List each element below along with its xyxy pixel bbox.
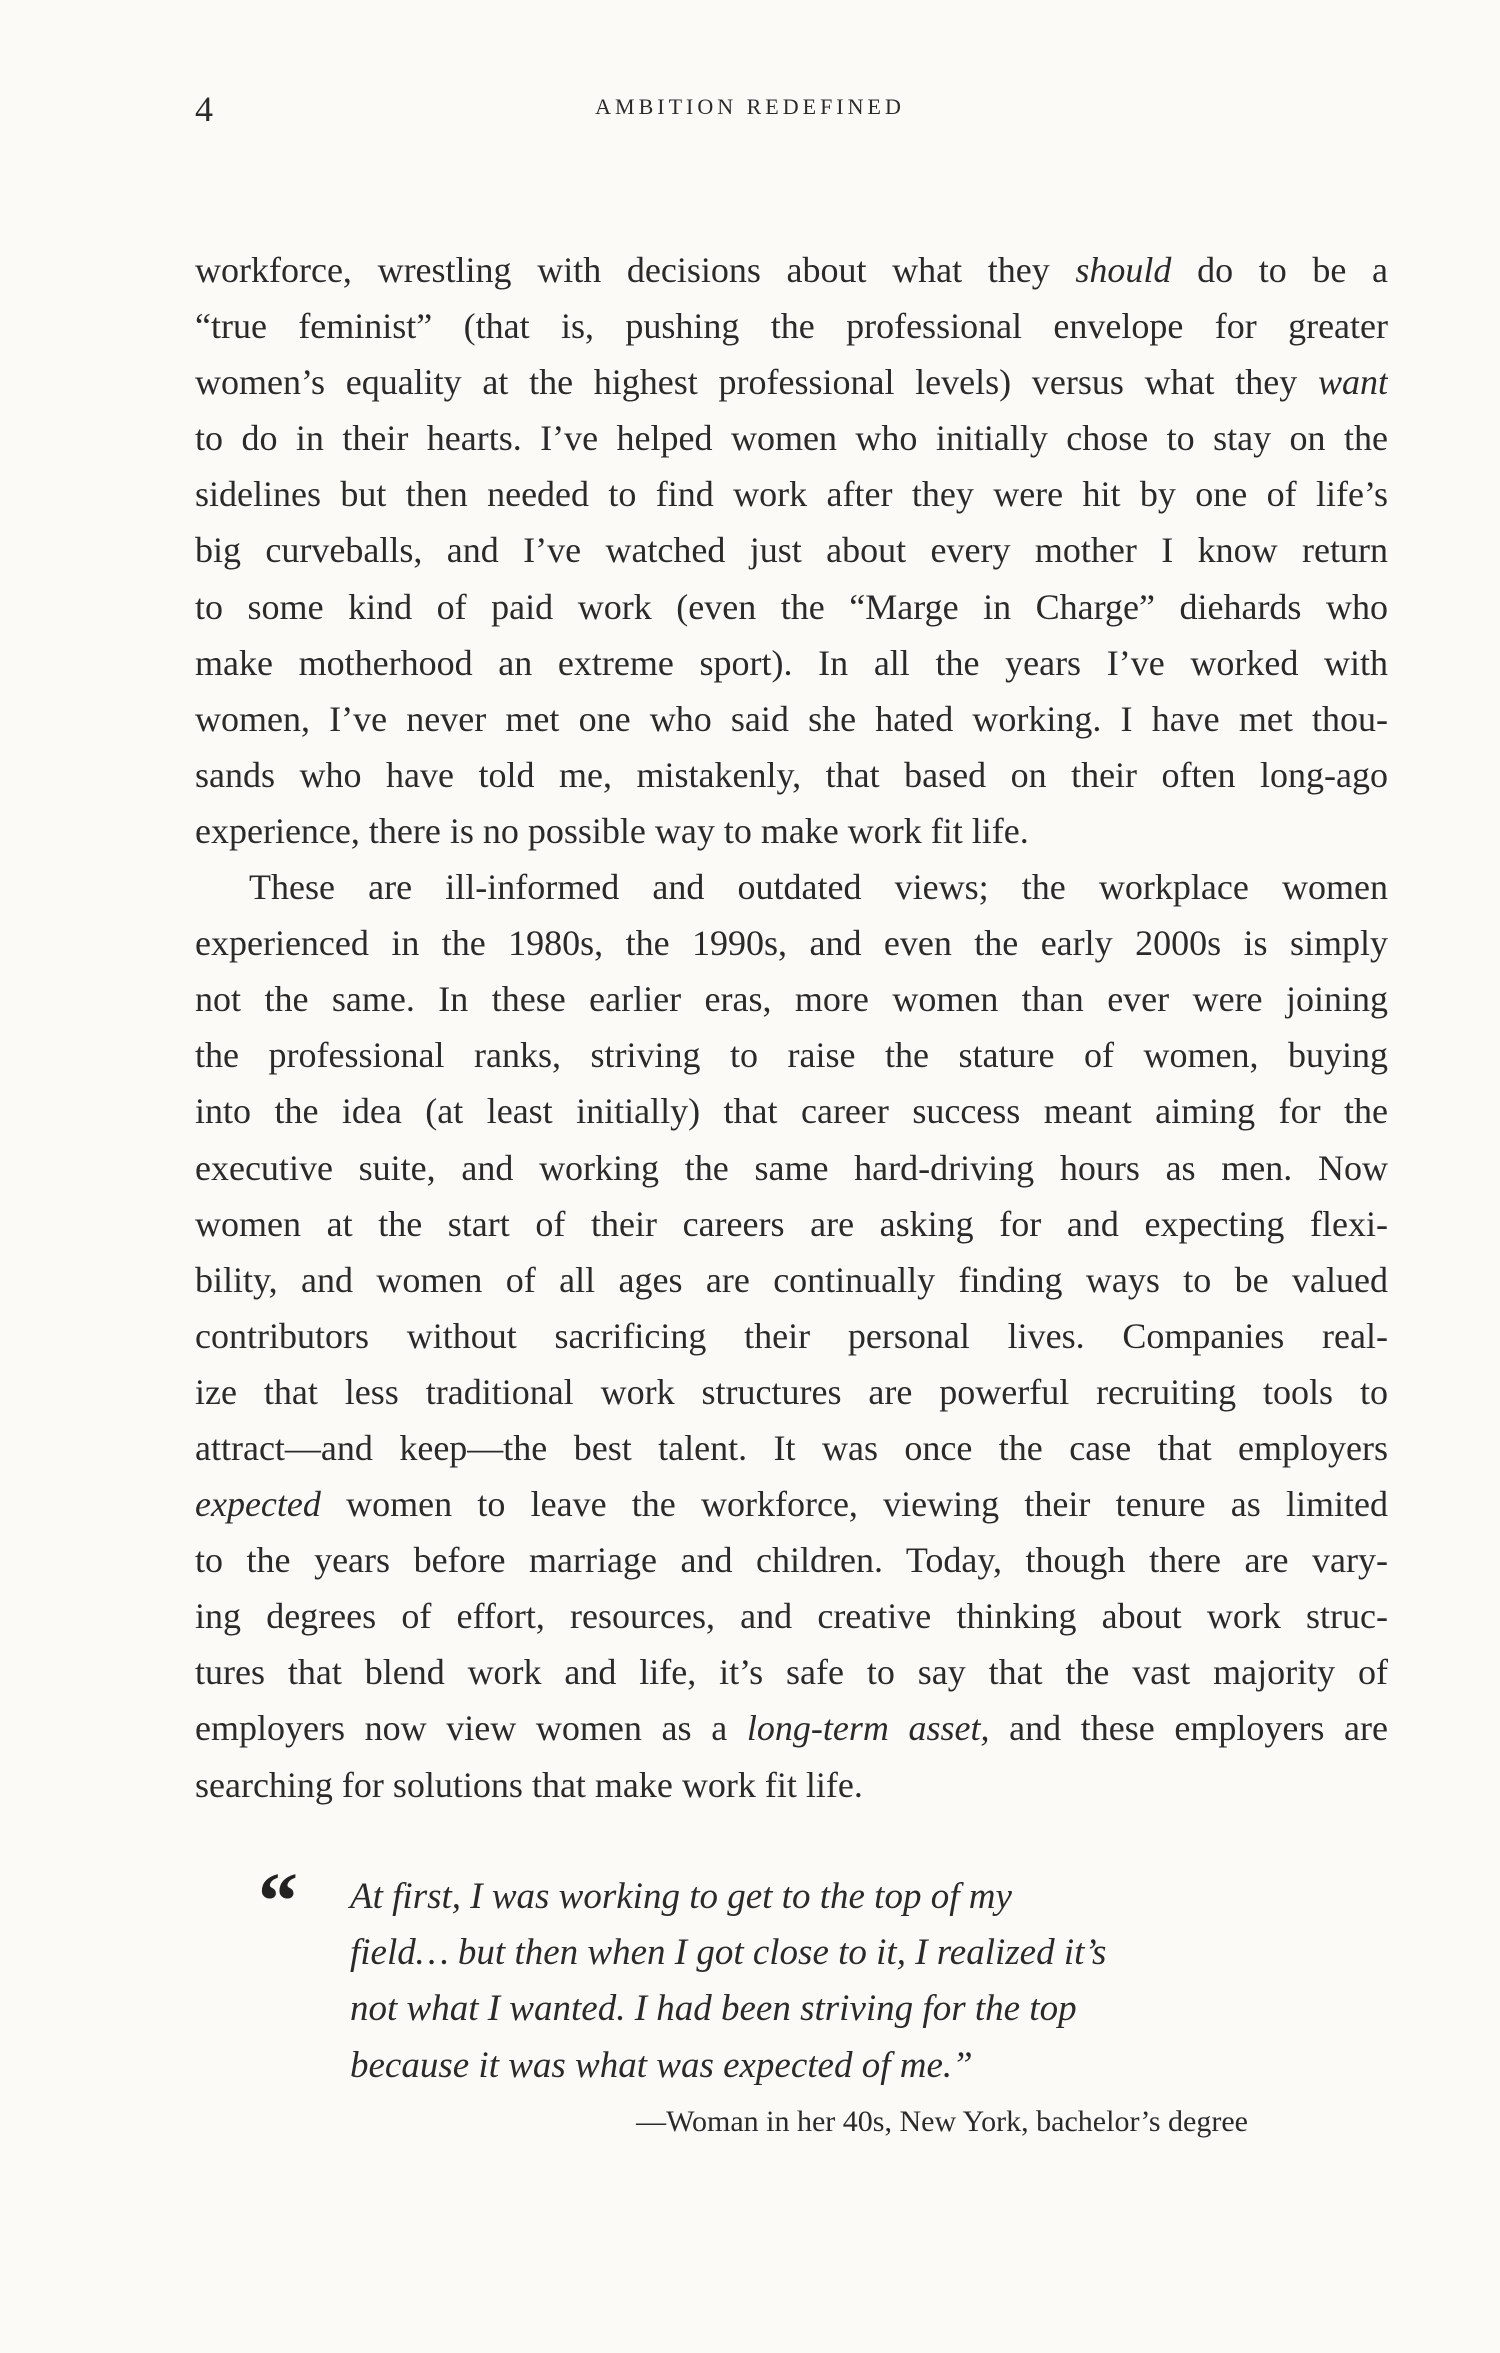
body-line <box>195 1532 1388 1588</box>
body-line <box>195 747 1388 803</box>
body-line <box>195 1588 1388 1644</box>
body-text-segment: and these employers are <box>989 1708 1388 1749</box>
body-text-segment: make motherhood an extreme sport). In all the years I’ve worked with <box>195 642 1388 683</box>
body-line <box>195 1083 1388 1139</box>
body-line <box>195 1364 1388 1420</box>
body-line <box>195 466 1388 522</box>
body-line <box>195 859 1388 915</box>
body-text-segment: women, I’ve never met one who said she hated working. I have met thou- <box>195 698 1388 739</box>
body-text-segment: sidelines but then needed to find work after they were hit by one of life’s <box>195 474 1388 515</box>
body-line <box>195 1700 1388 1756</box>
body-line <box>195 579 1388 635</box>
body-text-segment: into the idea (at least initially) that career success meant aiming for the <box>195 1091 1388 1132</box>
body-text-segment: to do in their hearts. I’ve helped women who initially chose to stay on the <box>195 418 1388 459</box>
body-line <box>195 410 1388 466</box>
italic-text: long-term asset, <box>746 1708 990 1749</box>
body-text-segment: “true feminist” (that is, pushing the professional envelope for greater <box>195 306 1388 347</box>
italic-text: expected <box>195 1484 321 1525</box>
body-line <box>195 1196 1388 1252</box>
body-line <box>195 1308 1388 1364</box>
body-line <box>195 1644 1388 1700</box>
body-text-segment: employers now view women as a <box>195 1708 747 1749</box>
body-text-segment: the professional ranks, striving to raise the stature of women, buying <box>195 1035 1388 1076</box>
body-line <box>195 242 1388 298</box>
body-line <box>195 1420 1388 1476</box>
body-line <box>195 971 1388 1027</box>
quote-line: At first, I was working to get to the top of my <box>350 1876 1012 1917</box>
italic-text: should <box>1075 250 1172 290</box>
body-line <box>195 522 1388 578</box>
body-text-segment: do to be a <box>1171 250 1388 290</box>
quote-line: because it was what was expected of me.” <box>350 2044 973 2086</box>
body-line <box>195 298 1388 354</box>
italic-text: want <box>1317 362 1388 403</box>
body-line <box>195 635 1388 691</box>
body-text-segment: women at the start of their careers are asking for and expecting flexi- <box>195 1203 1388 1244</box>
body-text-segment: experience, there is no possible way to make work fit life. <box>195 810 1029 851</box>
body-text-segment: to some kind of paid work (even the “Marge in Charge” diehards who <box>195 586 1388 627</box>
pull-quote <box>350 1869 1250 2094</box>
body-text-segment: workforce, wrestling with decisions about what they <box>195 250 1076 290</box>
body-text-segment: big curveballs, and I’ve watched just about every mother I know return <box>195 530 1388 571</box>
running-head: AMBITION REDEFINED <box>595 94 905 119</box>
body-line <box>195 803 1388 859</box>
body-text-segment: experienced in the 1980s, the 1990s, and even the early 2000s is simply <box>195 923 1388 964</box>
quote-line: not what I wanted. I had been striving for the top <box>350 1988 1077 2030</box>
page-number: 4 <box>195 89 213 129</box>
body-text-segment: women’s equality at the highest professional levels) versus what they <box>195 362 1318 403</box>
body-line <box>195 1476 1388 1532</box>
body-text-segment: These are ill-informed and outdated views; the workplace women <box>249 867 1388 908</box>
body-line <box>195 1140 1388 1196</box>
quote-line: field… but then when I got close to it, I realized it’s <box>350 1932 1107 1974</box>
open-quote-mark-icon: “ <box>258 1858 298 1946</box>
body-text-segment: to the years before marriage and children. Today, though there are vary- <box>195 1540 1388 1581</box>
body-line <box>195 1252 1388 1308</box>
body-text-segment: tures that blend work and life, it’s safe to say that the vast majority of <box>195 1652 1388 1693</box>
body-text-segment: not the same. In these earlier eras, more women than ever were joining <box>195 979 1388 1020</box>
body-text-segment: contributors without sacrificing their personal lives. Companies real- <box>195 1315 1388 1356</box>
body-text-segment: sands who have told me, mistakenly, that based on their often long-ago <box>195 754 1388 795</box>
body-text <box>195 242 1388 1813</box>
quote-attribution: —Woman in her 40s, New York, bachelor’s degree <box>636 2105 1248 2138</box>
body-text-segment: bility, and women of all ages are continually finding ways to be valued <box>195 1259 1388 1300</box>
body-line <box>195 354 1388 410</box>
body-text-segment: attract—and keep—the best talent. It was once the case that employers <box>195 1427 1388 1468</box>
body-text-segment: searching for solutions that make work fit life. <box>195 1764 863 1805</box>
body-text-segment: women to leave the workforce, viewing their tenure as limited <box>320 1484 1388 1525</box>
body-line <box>195 1757 1388 1813</box>
body-text-segment: ize that less traditional work structures are powerful recruiting tools to <box>195 1371 1388 1412</box>
body-text-segment: ing degrees of effort, resources, and creative thinking about work struc- <box>195 1596 1388 1637</box>
body-line <box>195 691 1388 747</box>
body-text-segment: executive suite, and working the same hard-driving hours as men. Now <box>195 1147 1388 1188</box>
body-line <box>195 915 1388 971</box>
body-line <box>195 1027 1388 1083</box>
